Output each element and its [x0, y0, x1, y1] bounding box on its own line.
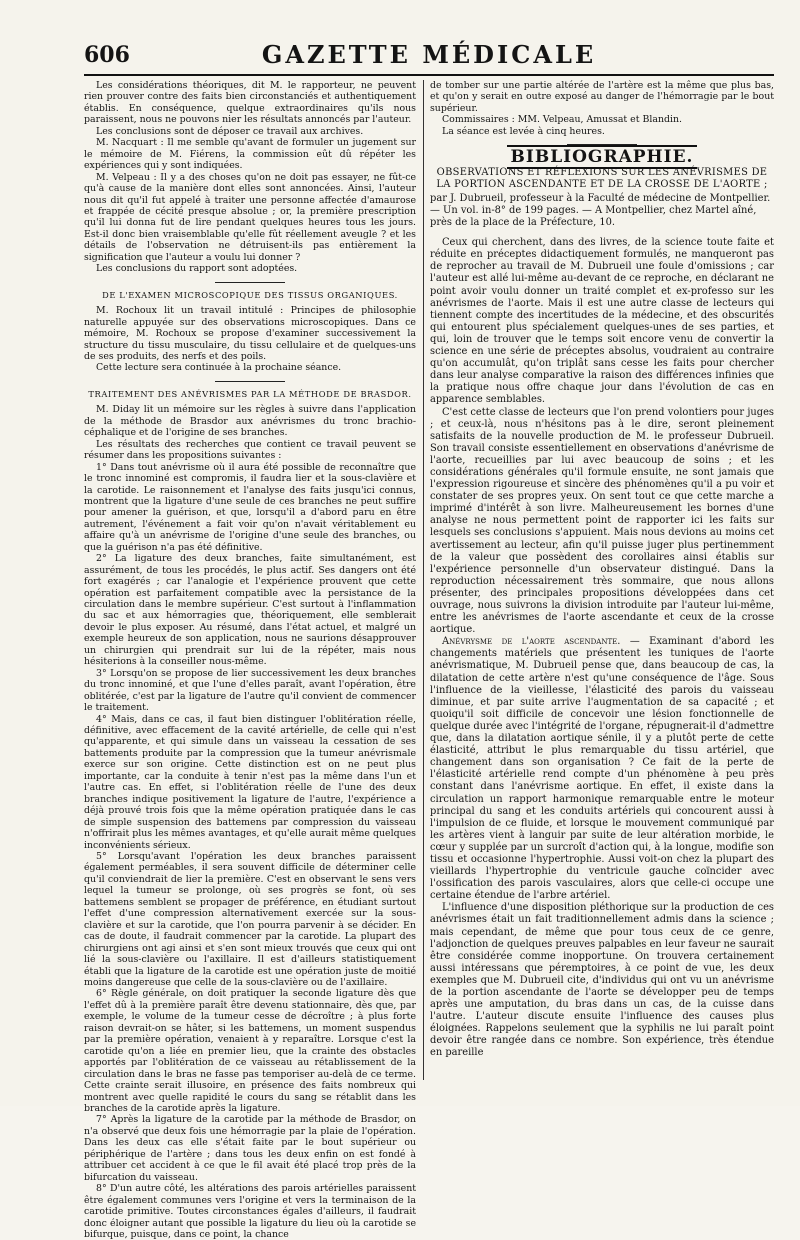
header-rule: [84, 74, 774, 76]
paragraph: C'est cette classe de lecteurs que l'on prend volontiers pour juges ; et ceux-là, nous n'hésitons pas à le dire, seront pleinement satisfaits de la nouvelle production de M. le professeur Dubrueil. Son travail consiste essentiellement en observations d'anévrisme de l'aorte, recueillies par lui avec beaucoup de soins ; et les considérations générales qu'il formule ensuite, ne sont jamais que l'expression rigoureuse et sincère des phénomènes qu'il a pu voir et constater de ses propres yeux. On sent tout ce que cette marche a imprimé d'intérêt à son livre. Malheureusement les bornes d'une analyse ne nous permettent point de rapporter ici les faits sur lesquels ses conclusions s'appuient. Mais nous devions au moins cet avertissement au lecteur, afin qu'il puisse juger plus pertinemment de la valeur que possèdent des corollaires ainsi établis sur l'expérience personnelle d'un observateur distingué. Dans la reproduction nécessairement très sommaire, que nous allons présenter, des principales propositions développées dans cet ouvrage, nous suivrons la division introduite par l'auteur lui-même, entre les anévrismes de l'aorte ascendante et ceux de la crosse aortique.: [430, 406, 774, 636]
paragraph: 3° Lorsqu'on se propose de lier successivement les deux branches du tronc innominé, et que l'une d'elles paraît, avant l'opération, être oblitérée, c'est par la ligature de l'autre qu'il convient de commencer le traitement.: [84, 667, 416, 714]
paragraph: [430, 636, 774, 902]
book-title: OBSERVATIONS ET RÉFLEXIONS SUR LES ANÉVRISMES DE LA PORTION ASCENDANTE ET DE LA CROSSE DE L'AORTE ;: [436, 166, 768, 190]
section-heading: DE L'EXAMEN MICROSCOPIQUE DES TISSUS ORGANIQUES.: [102, 289, 398, 300]
paragraph: M. Rochoux lit un travail intitulé : Principes de philosophie naturelle appuyée sur des observations microscopiques. Dans ce mémoire, M. Rochoux se propose d'examiner successivement la structure du tissu musculaire, du tissu cellulaire et de quelques-uns de ses produits, des nerfs et des poils.: [84, 305, 416, 362]
journal-title: GAZETTE MÉDICALE: [261, 40, 597, 69]
right-column: [430, 80, 774, 1060]
paragraph: 7° Après la ligature de la carotide par la méthode de Brasdor, on n'a observé que deux fois une hémorragie par la plaie de l'opération. Dans les deux cas elle s'était faite par le bout supérieur ou périphérique de l'artère ; dans tous les deux enfin on est fondé à attribuer cet accident à ce que le fil avait été placé trop près de la bifurcation du vaisseau.: [84, 1114, 416, 1183]
section-heading: TRAITEMENT DES ANÉVRISMES PAR LA MÉTHODE DE BRASDOR.: [88, 388, 412, 399]
paragraph: Ceux qui cherchent, dans des livres, de la science toute faite et réduite en préceptes didactiquement formulés, ne manqueront pas de reprocher au travail de M. Dubrueil une foule d'omissions ; car l'auteur est allé lui-même au-devant de ce reproche, en déclarant ne point avoir voulu donner un traité complet et ex-professo sur les anévrismes de l'aorte. Mais il est une autre classe de lecteurs qui tiennent compte des incertitudes de la médecine, et des obscurités qui entourent plus spécialement quelques-unes de ses parties, et qui, loin de trouver que le temps soit encore venu de convertir la science en une série de préceptes absolus, voudraient au contraire qu'on accumulât, qu'on triplât sans cesse les faits pour chercher dans leur analyse comparative la raison des différences infinies que la pratique nous offre chaque jour dans l'évolution de cas en apparence semblables.: [430, 237, 774, 406]
column-divider: [423, 80, 424, 1080]
paragraph: L'influence d'une disposition pléthorique sur la production de ces anévrismes était un fait traditionnellement admis dans la science ; mais cependant, de même que pour tous ceux de ce genre, l'adjonction de quelques preuves palpables en leur faveur ne saurait être considérée comme inopportune. On trouvera certainement aussi intéressans que péremptoires, à ce point de vue, les deux exemples que M. Dubrueil cite, d'individus qui ont vu un anévrisme de la portion ascendante de l'aorte se développer peu de temps après une amputation, du bras dans un cas, de la cuisse dans l'autre. L'auteur discute ensuite l'influence des causes plus éloignées. Rappelons seulement que la syphilis ne lui paraît point devoir être rangée dans ce nombre. Son expérience, très étendue en pareille: [430, 902, 774, 1059]
page-number: 606: [84, 42, 130, 68]
paragraph-text: — Examinant d'abord les changements matériels que présentent les tuniques de l'aorte anévrismatique, M. Dubrueil pense que, dans beaucoup de cas, la dilatation de cette artère n'est qu'une conséquence de l'âge. Sous l'influence de la vieillesse, l'élasticité des parois du vaisseau diminue, et par suite arrive l'augmentation de sa capacité ; et quoiqu'il soit difficile de concevoir une lésion fonctionnelle de quelque durée avec l'intégrité de l'organe, répugnerait-il d'admettre que, dans la dilatation aortique sénile, il y a plutôt perte de cette élasticité, attribut le plus remarquable du tissu artériel, que changement dans son organisation ? Ce fait de la perte de l'élasticité artérielle rend compte d'un phénomène à peu près constant dans l'anévrisme aortique. En effet, il existe dans la circulation un rapport harmonique remarquable entre le moteur principal du sang et les conduits artériels qui concourent aussi à l'impulsion de ce fluide, et lorsque le mouvement communiqué par les artères vient à languir par suite de leur altération morbide, le cœur y supplée par un surcroît d'action qui, à la longue, modifie son tissu et occasionne l'hypertrophie. Aussi voit-on chez la plupart des vieillards l'hypertrophie du ventricule gauche coïncider avec l'ossification des parois vasculaires, alors que celle-ci occupe une certaine étendue de l'arbre artériel.: [430, 636, 775, 902]
paragraph: 4° Mais, dans ce cas, il faut bien distinguer l'oblitération réelle, définitive, avec effacement de la cavité artérielle, de celle qui n'est qu'apparente, et qui simule dans un vaisseau la cessation de ses battements produite par la compression que la tumeur anévrismale exerce sur son origine. Cette distinction est on ne peut plus importante, car la conduite à tenir n'est pas la même dans l'un et l'autre cas. En effet, si l'oblitération réelle de l'une des deux branches indique positivement la ligature de l'autre, l'expérience a déjà prouvé trois fois que la même opération pratiquée dans le cas de simple suspension des battemens par compression du vaisseau n'offrirait plus les mêmes avantages, et qu'elle aurait même quelques inconvénients sérieux.: [84, 713, 416, 851]
paragraph: 1° Dans tout anévrisme où il aura été possible de reconnaître que le tronc innominé est compromis, il faudra lier et la sous-clavière et la carotide. Le raisonnement et l'analyse des faits jusqu'ici connus, montrent que la ligature d'une seule de ces branches ne peut suffire pour amener la guérison, et que, lorsqu'il a d'abord paru en être autrement, l'événement a fait voir qu'on n'avait véritablement eu affaire qu'à un anévrisme de l'origine d'une seule des branches, ou que la guérison n'a pas été définitive.: [84, 461, 416, 553]
paragraph: M. Velpeau : Il y a des choses qu'on ne doit pas essayer, ne fût-ce qu'à cause de la manière dont elles sont annoncées. Ainsi, l'auteur nous dit qu'il fut appelé à traiter une personne affectée d'amaurose et frappée de cécité presque absolue ; or, la première prescription qu'il lui donna fut de lire pendant quelques heures tous les jours. Est-il donc bien vraisemblable qu'elle fût réellement aveugle ? et les détails de l'observation ne détruisent-ils pas entièrement la signification que l'auteur a voulu lui donner ?: [84, 171, 416, 263]
paragraph: Cette lecture sera continuée à la prochaine séance.: [96, 362, 342, 374]
left-column: [84, 80, 416, 1240]
section-separator: [215, 282, 285, 283]
bibliography-heading: [430, 147, 774, 168]
bibliography-heading-text: BIBLIOGRAPHIE.: [507, 145, 698, 169]
book-author: par J. Dubrueil, professeur à la Faculté de médecine de Montpellier. — Un vol. in-8° de 199 pages. — A Montpellier, chez Martel aîné, près de la place de la Préfecture, 10.: [430, 192, 771, 229]
paragraph: 5° Lorsqu'avant l'opération les deux branches paraissent également perméables, il sera souvent difficile de déterminer celle qu'il conviendrait de lier la première. C'est en observant le sens vers lequel la tumeur se prolonge, où ses progrès se font, où ses battemens semblent se propager de préférence, en étudiant surtout l'effet d'une compression alternativement exercée sur la sous-clavière et sur la carotide, que l'on pourra parvenir à se décider. En cas de doute, il faudrait commencer par la carotide. La plupart des chirurgiens ont agi ainsi et s'en sont mieux trouvés que ceux qui ont lié la sous-clavière ou l'axillaire. Il est d'ailleurs statistiquement établi que la ligature de la carotide est une opération juste de moitié moins dangereuse que celle de la sous-clavière ou de l'axillaire.: [84, 851, 416, 988]
paragraph: Les conclusions sont de déposer ce travail aux archives.: [96, 125, 364, 137]
commissaires: Commissaires : MM. Velpeau, Amussat et Blandin.: [442, 114, 682, 126]
paragraph: Les considérations théoriques, dit M. le rapporteur, ne peuvent rien prouver contre des faits bien circonstanciés et authentiquement établis. En conséquence, quelque extraordinaires qu'ils nous paraissent, nous ne pouvons nier les résultats annoncés par l'auteur.: [84, 80, 416, 126]
session-close: La séance est levée à cinq heures.: [442, 125, 605, 137]
paragraph: de tomber sur une partie altérée de l'artère est la même que plus bas, et qu'on y serait en outre exposé au danger de l'hémorragie par le bout supérieur.: [430, 80, 774, 114]
paragraph: M. Diday lit un mémoire sur les règles à suivre dans l'application de la méthode de Brasdor aux anévrismes du tronc brachio-céphalique et de l'origine de ses branches.: [84, 404, 416, 439]
paragraph: 6° Règle générale, on doit pratiquer la seconde ligature dès que l'effet dû à la première paraît être devenu stationnaire, dès que, par exemple, le volume de la tumeur cesse de décroître ; à plus forte raison devrait-on se hâter, si les battemens, un moment suspendus par la première opération, venaient à y reparaître. Lorsque c'est la carotide qu'on a liée en premier lieu, que la crainte des obstacles apportés par l'oblitération de ce vaisseau au rétablissement de la circulation dans le bras ne fasse pas temporiser au-delà de ce terme. Cette crainte serait illusoire, en présence des faits nombreux qui montrent avec quelle rapidité le cours du sang se rétablit dans les branches de la carotide après la ligature.: [84, 988, 416, 1114]
section-separator: [215, 381, 285, 382]
paragraph: Les conclusions du rapport sont adoptées.: [96, 263, 298, 275]
paragraph: 8° D'un autre côté, les altérations des parois artérielles paraissent être également communes vers l'origine et vers la terminaison de la carotide primitive. Toutes circonstances égales d'ailleurs, il faudrait donc éloigner autant que possible la ligature du lieu où la carotide se bifurque, puisque, dans ce point, la chance: [84, 1183, 416, 1240]
paragraph: Les résultats des recherches que contient ce travail peuvent se résumer dans les propositions suivantes :: [84, 438, 416, 462]
paragraph: 2° La ligature des deux branches, faite simultanément, est assurément, de tous les procédés, le plus actif. Ses dangers ont été fort exagérés ; car l'analogie et l'expérience prouvent que cette opération est parfaitement compatible avec la persistance de la circulation dans le membre supérieur. C'est surtout à l'inflammation du sac et aux hémorragies que, théoriquement, elle semblerait devoir le plus exposer. Au résumé, dans l'état actuel, et malgré un exemple heureux de son application, nous ne saurions désapprouver un chirurgien qui prendrait sur lui de la répéter, mais nous hésiterions à la conseiller nous-même.: [84, 553, 416, 668]
subhead: Anévrysme de l'aorte ascendante.: [442, 636, 621, 648]
paragraph: M. Nacquart : Il me semble qu'avant de formuler un jugement sur le mémoire de M. Fiérens, la commission eût dû répéter les expériences qui y sont indiquées.: [84, 137, 416, 172]
